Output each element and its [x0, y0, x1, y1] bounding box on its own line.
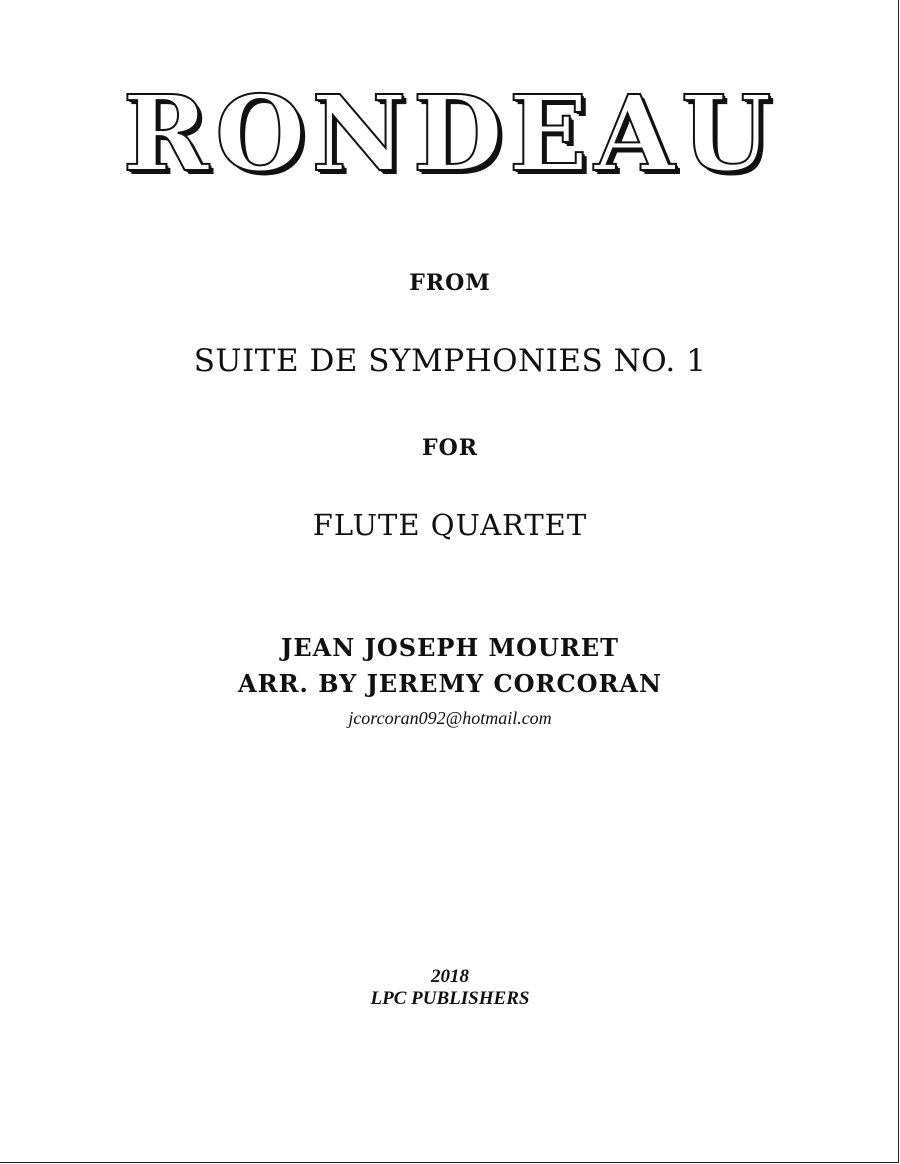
- from-label: FROM: [409, 270, 491, 296]
- work-title: SUITE DE SYMPHONIES NO. 1: [193, 343, 707, 379]
- arranger-credit: ARR. BY JEREMY CORCORAN: [238, 669, 662, 698]
- contact-email: jcorcoran092@hotmail.com: [348, 708, 552, 728]
- publication-year: 2018: [431, 966, 469, 987]
- for-label: FOR: [421, 435, 479, 461]
- instrumentation: FLUTE QUARTET: [312, 508, 588, 542]
- publisher-name: LPC PUBLISHERS: [370, 988, 530, 1009]
- composer-name: JEAN JOSEPH MOURET: [280, 633, 620, 662]
- piece-title: RONDEAU: [122, 72, 778, 195]
